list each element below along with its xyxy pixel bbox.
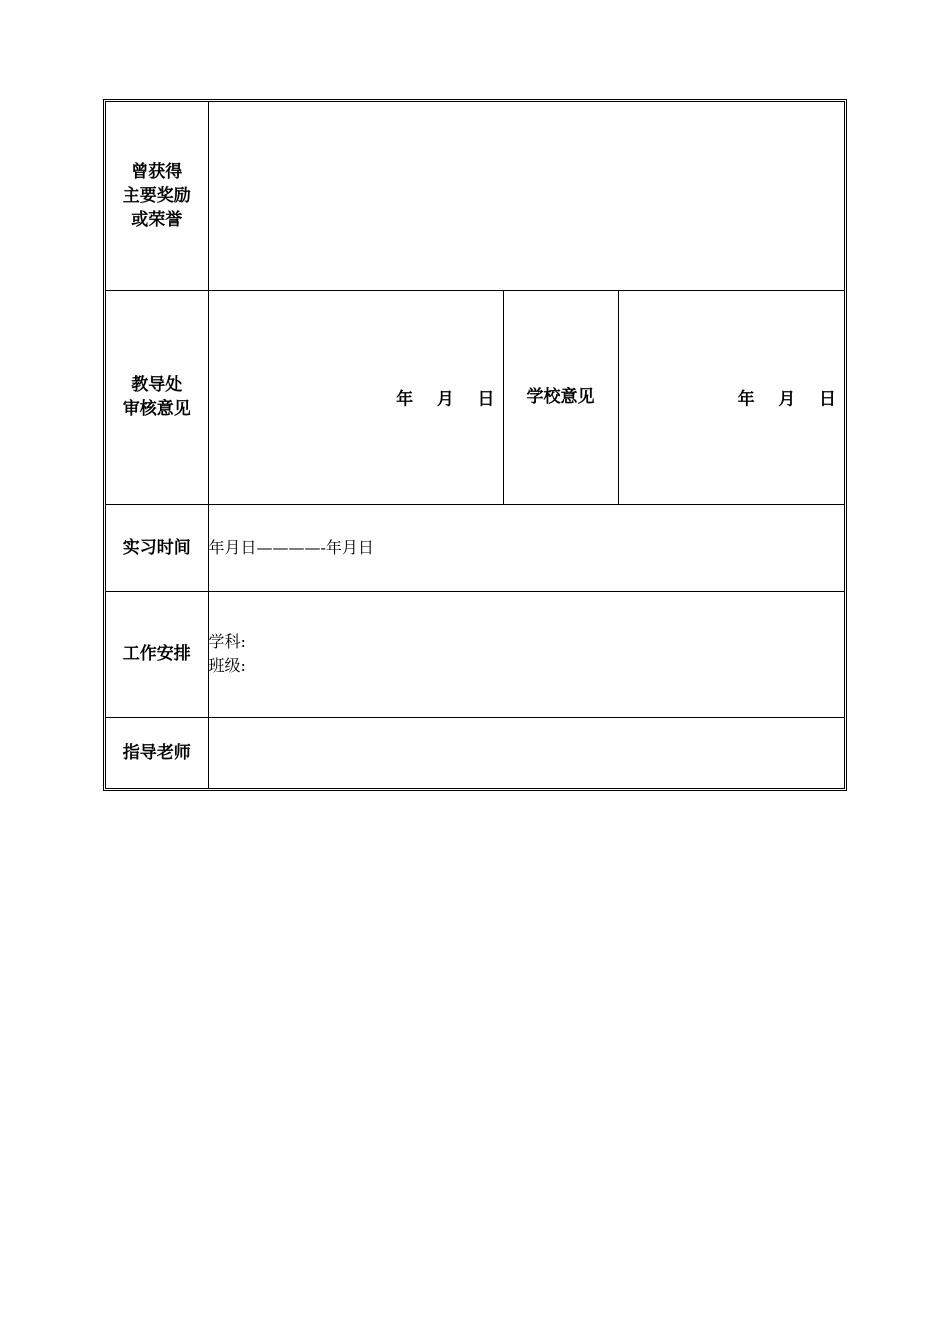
review-row [106,290,844,504]
review-opinion-field[interactable] [208,290,503,504]
awards-row [106,102,844,290]
subject-label: 学科: [208,632,246,651]
internship-time-label: 实习时间 [106,504,208,591]
review-label-line-2: 审核意见 [122,399,191,419]
school-opinion-label: 学校意见 [503,290,618,504]
awards-label-line-2: 主要奖励 [122,185,191,206]
review-date: 年 月 日 [396,389,495,410]
work-arrangement-field[interactable] [208,591,844,717]
advisor-row [106,717,844,788]
work-arrangement-label: 工作安排 [106,591,208,717]
school-opinion-date: 年 月 日 [737,389,837,410]
form-table [106,102,844,788]
class-label: 班级: [208,656,246,675]
awards-content-field[interactable] [208,102,844,290]
advisor-field[interactable] [208,717,844,788]
review-label [106,290,208,504]
school-opinion-field[interactable] [618,290,844,504]
internship-time-row [106,504,844,591]
awards-label-line-3: 或荣誉 [131,209,183,230]
internship-time-field[interactable]: 年月日————-年月日 [208,504,844,591]
internship-form [103,99,847,791]
work-arrangement-row [106,591,844,717]
advisor-label: 指导老师 [106,717,208,788]
review-label-line-1: 教导处 [131,375,183,395]
awards-label-line-1: 曾获得 [131,161,183,182]
awards-label [106,102,208,290]
